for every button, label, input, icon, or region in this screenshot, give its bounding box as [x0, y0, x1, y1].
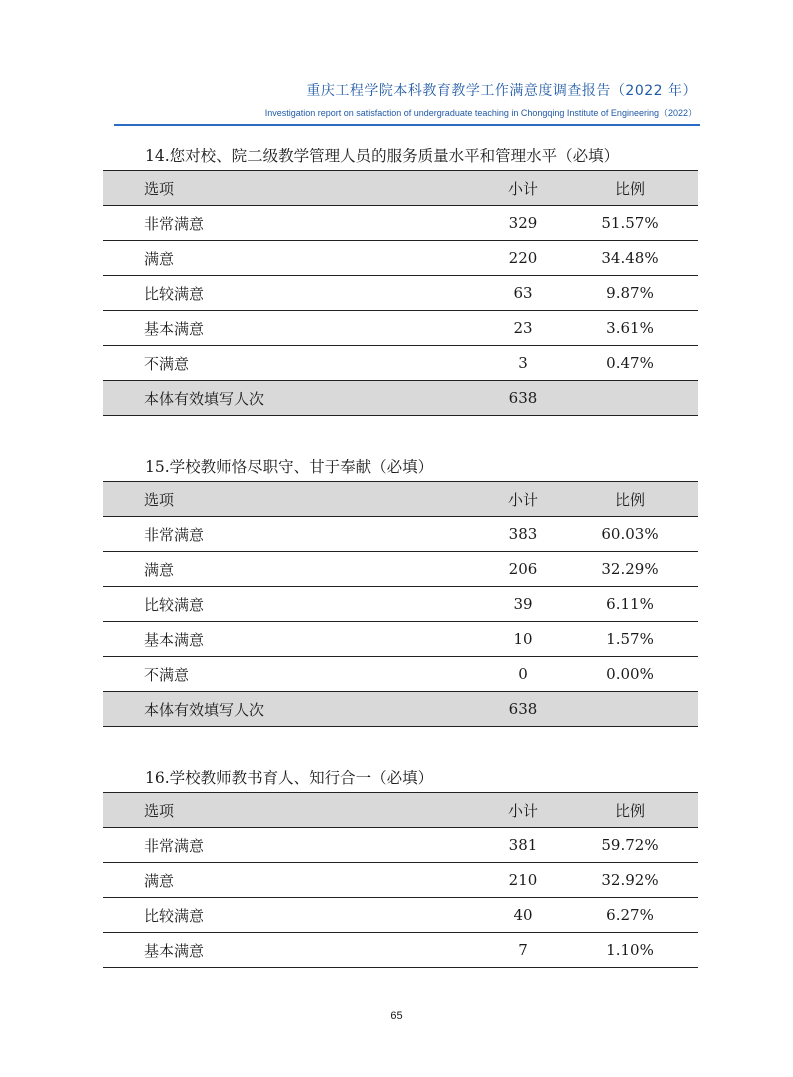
total-count: 638: [484, 381, 562, 416]
table-row: [103, 517, 698, 552]
report-title: 重庆工程学院本科教育教学工作满意度调查报告（2022 年）: [306, 83, 697, 99]
ratio-cell: 59.72%: [562, 828, 698, 863]
count-cell: 40: [484, 898, 562, 933]
count-cell: 39: [484, 587, 562, 622]
table-row: [103, 346, 698, 381]
ratio-cell: 32.92%: [562, 863, 698, 898]
table-row: [103, 587, 698, 622]
table-header-row: [103, 482, 698, 517]
column-header-option: 选项: [103, 171, 484, 206]
option-cell: 不满意: [103, 657, 484, 692]
total-label: 本体有效填写人次: [103, 692, 484, 727]
ratio-cell: 32.29%: [562, 552, 698, 587]
page-number: 65: [390, 1010, 403, 1022]
table-row: [103, 622, 698, 657]
table-row: [103, 657, 698, 692]
column-header-option: 选项: [103, 793, 484, 828]
ratio-cell: 6.11%: [562, 587, 698, 622]
ratio-cell: 6.27%: [562, 898, 698, 933]
option-cell: 非常满意: [103, 828, 484, 863]
option-cell: 满意: [103, 552, 484, 587]
option-cell: 非常满意: [103, 517, 484, 552]
option-cell: 非常满意: [103, 206, 484, 241]
column-header-ratio: 比例: [562, 793, 698, 828]
table-row: [103, 311, 698, 346]
count-cell: 210: [484, 863, 562, 898]
column-header-count: 小计: [484, 793, 562, 828]
table-row: [103, 552, 698, 587]
count-cell: 63: [484, 276, 562, 311]
total-ratio: [562, 692, 698, 727]
count-cell: 383: [484, 517, 562, 552]
table-row: [103, 828, 698, 863]
ratio-cell: 51.57%: [562, 206, 698, 241]
table-row: [103, 898, 698, 933]
count-cell: 0: [484, 657, 562, 692]
ratio-cell: 9.87%: [562, 276, 698, 311]
table-header-row: [103, 171, 698, 206]
column-header-count: 小计: [484, 482, 562, 517]
header-divider: [114, 124, 700, 126]
table-row: [103, 241, 698, 276]
option-cell: 基本满意: [103, 311, 484, 346]
ratio-cell: 60.03%: [562, 517, 698, 552]
ratio-cell: 1.10%: [562, 933, 698, 968]
table-header-row: [103, 793, 698, 828]
ratio-cell: 1.57%: [562, 622, 698, 657]
count-cell: 329: [484, 206, 562, 241]
option-cell: 比较满意: [103, 898, 484, 933]
option-cell: 比较满意: [103, 276, 484, 311]
count-cell: 23: [484, 311, 562, 346]
question-title: 15.学校教师恪尽职守、甘于奉献（必填）: [145, 458, 434, 476]
option-cell: 比较满意: [103, 587, 484, 622]
table-row: [103, 863, 698, 898]
results-table: [103, 792, 698, 968]
total-label: 本体有效填写人次: [103, 381, 484, 416]
count-cell: 206: [484, 552, 562, 587]
count-cell: 7: [484, 933, 562, 968]
count-cell: 10: [484, 622, 562, 657]
table-row: [103, 933, 698, 968]
ratio-cell: 34.48%: [562, 241, 698, 276]
results-table: [103, 170, 698, 416]
column-header-option: 选项: [103, 482, 484, 517]
question-title: 16.学校教师教书育人、知行合一（必填）: [145, 769, 434, 787]
table-total-row: [103, 381, 698, 416]
question-title: 14.您对校、院二级教学管理人员的服务质量水平和管理水平（必填）: [145, 147, 620, 165]
total-ratio: [562, 381, 698, 416]
ratio-cell: 0.47%: [562, 346, 698, 381]
table-row: [103, 206, 698, 241]
report-subtitle: Investigation report on satisfaction of undergraduate teaching in Chongqing Institute of Engineering（2022）: [264, 108, 697, 118]
column-header-ratio: 比例: [562, 482, 698, 517]
ratio-cell: 0.00%: [562, 657, 698, 692]
count-cell: 3: [484, 346, 562, 381]
option-cell: 满意: [103, 241, 484, 276]
column-header-count: 小计: [484, 171, 562, 206]
option-cell: 满意: [103, 863, 484, 898]
column-header-ratio: 比例: [562, 171, 698, 206]
ratio-cell: 3.61%: [562, 311, 698, 346]
results-table: [103, 481, 698, 727]
count-cell: 381: [484, 828, 562, 863]
total-count: 638: [484, 692, 562, 727]
option-cell: 基本满意: [103, 933, 484, 968]
table-row: [103, 276, 698, 311]
option-cell: 基本满意: [103, 622, 484, 657]
table-total-row: [103, 692, 698, 727]
count-cell: 220: [484, 241, 562, 276]
option-cell: 不满意: [103, 346, 484, 381]
